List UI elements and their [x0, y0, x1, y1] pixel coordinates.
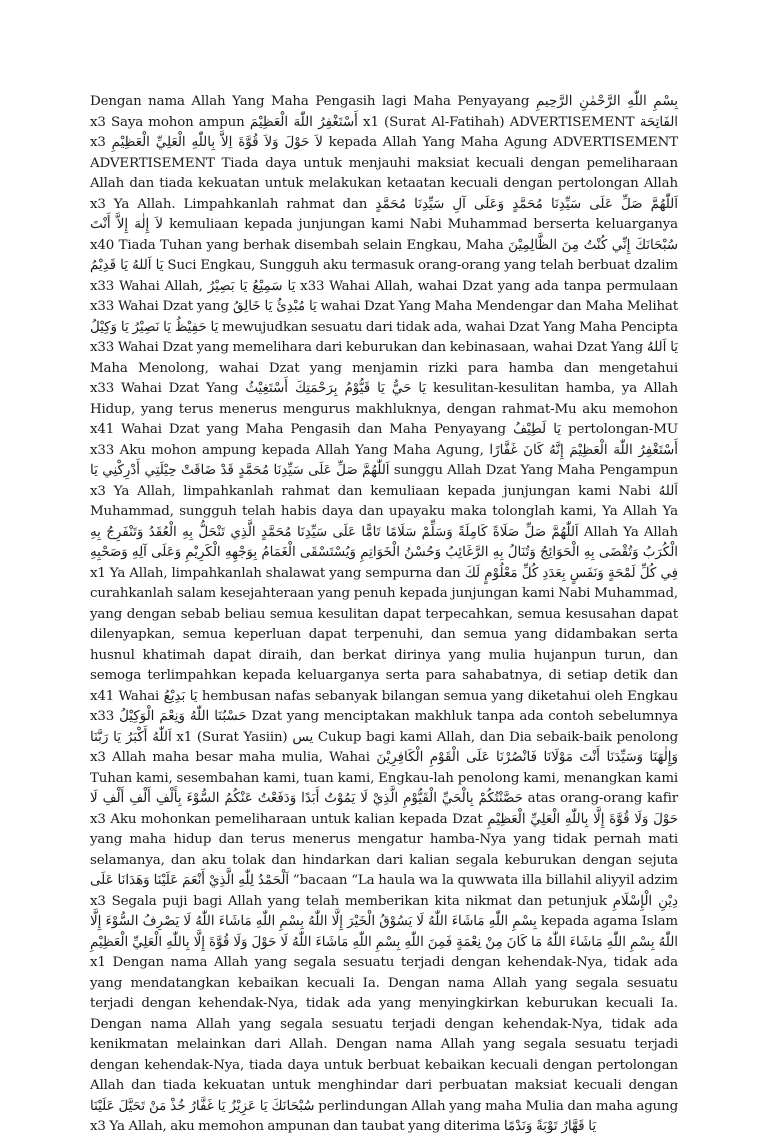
prayer-text-paragraph	[90, 92, 678, 1138]
document-page	[90, 92, 679, 1134]
prayer-text: بِسْمِ اللّٰهِ الرَّحْمٰنِ الرَّحِيمِ Dengan nama Allah Yang Maha Pengasih lagi Maha Penyayang الفَاتِحَة x1 (Surat Al-Fatihah) ADVERTISEMENT أَسْتَغْفِرُ اللّٰهَ الْعَظِيْمَ x3 Saya mohon ampun kepada Allah Yang Maha Agung ADVERTISEMENT لاَ حَوْلَ وَلاَ قُوَّةَ اِلاَّ بِاللّٰهِ الْعَلِيِّ الْعَظِيْمِ x3 ADVERTISEMENT Tiada daya untuk menjauhi maksiat kecuali dengan pemeliharaan Allah dan tiada kekuatan untuk melakukan ketaatan kecuali dengan pertolongan Allah اَللّٰهُمَّ صَلِّ عَلَى سَيِّدِنَا مُحَمَّدٍ وَعَلَى آلِ سَيِّدِنَا مُحَمَّدٍ x3 Ya Allah. Limpahkanlah rahmat dan kemuliaan kepada junjungan kami Nabi Muhammad berserta keluarganya لاَ إِلٰهَ إِلاَّ أَنْتَ سُبْحَانَكَ إِنِّي كُنْتُ مِنَ الظَّالِمِيْنَ x40 Tiada Tuhan yang berhak disembah selain Engkau, Maha Suci Engkau, Sungguh aku termasuk orang-orang yang telah berbuat dzalim يَا اَللهُ يَا قَدِيْمُ x33 Wahai Allah, wahai Dzat yang ada tanpa permulaan يَا سَمِيْعُ يَا بَصِيْرُ x33 Wahai Allah, wahai Dzat Yang Maha Mendengar dan Maha Melihat يَا مُبْدِئُ يَا خَالِقُ x33 Wahai Dzat yang mewujudkan sesuatu dari tidak ada, wahai Dzat Yang Maha Pencipta يَا حَفِيْظُ يَا نَصِيْرُ يَا وَكِيْلُ يَا اَللهُ x33 Wahai Dzat yang memelihara dari keburukan dan kebinasaan, wahai Dzat Yang Maha Menolong, wahai Dzat yang menjamin rizki para hamba dan mengetahui kesulitan-kesulitan hamba, ya Allah يَا حَيُّ يَا قَيُّوْمُ بِرَحْمَتِكَ أَسْتَغِيْثُ x33 Wahai Dzat Yang Hidup, yang terus menerus mengurus makhluknya, dengan rahmat-Mu aku memohon pertolongan-MU يَا لَطِيْفُ x41 Wahai Dzat yang Maha Pengasih dan Maha Penyayang أَسْتَغْفِرُ اللّٰهَ الْعَظِيْمَ إِنَّهُ كَانَ غَفَّارًا x33 Aku mohon ampung kepada Allah Yang Maha Agung, sunggu Allah Dzat Yang Maha Pengampun اَللّٰهُمَّ صَلِّ عَلَى سَيِّدِنَا مُحَمَّدٍ قَدْ ضَاقَتْ حِيْلَتِي أَدْرِكْنِي يَا اَللهُ x3 Ya Allah, limpahkanlah rahmat dan kemuliaan kepada junjungan kami Nabi Muhammad, sungguh telah habis daya dan upayaku maka tolonglah kami, Ya Allah Ya Allah Ya Allah اَللّٰهُمَّ صَلِّ صَلَاةً كَامِلَةً وَسَلِّمْ سَلَامًا تَامًّا عَلَى سَيِّدِنَا مُحَمَّدٍ الَّذِي تَنْحَلُّ بِهِ الْعُقَدُ وَتَنْفَرِجُ بِهِ الْكُرَبُ وَتُقْضَى بِهِ الْحَوَائِجُ وَتُنَالُ بِهِ الرَّغَائِبُ وَحُسْنُ الْخَوَاتِمِ وَيُسْتَسْقَى الْغَمَامُ بِوَجْهِهِ الْكَرِيْمِ وَعَلَى آلِهِ وَصَحْبِهِ فِي كُلِّ لَمْحَةٍ وَنَفَسٍ بِعَدَدِ كُلِّ مَعْلُوْمٍ لَكَ x1 Ya Allah, limpahkanlah shalawat yang sempurna dan curahkanlah salam kesejahteraan yang penuh kepada junjungan kami Nabi Muhammad, yang dengan sebab beliau semua kesulitan dapat terpecahkan, semua kesusahan dapat dilenyapkan, semua keperluan dapat terpenuhi, dan semua yang didambakan serta husnul khatimah dapat diraih, dan berkat dirinya yang mulia hujanpun turun, dan semoga terlimpahkan kepada keluarganya serta para sahabatnya, di setiap detik dan hembusan nafas sebanyak bilangan semua yang diketahui oleh Engkau يَا بَدِيْعُ x41 Wahai Dzat yang menciptakan makhluk tanpa ada contoh sebelumnya حَسْبُنَا اللّٰهُ وَنِعْمَ الْوَكِيْلُ x33 Cukup bagi kami Allah, dan Dia sebaik-baik penolong يس x1 (Surat Yasiin) اَللّٰهُ أَكْبَرُ يَا رَبَّنَا وَإِلٰهَنَا وَسَيِّدَنَا أَنْتَ مَوْلَانَا فَانْصُرْنَا عَلَى الْقَوْمِ الْكَافِرِيْنَ x3 Allah maha besar maha mulia, Wahai Tuhan kami, sesembahan kami, tuan kami, Engkau-lah penolong kami, menangkan kami atas orang-orang kafir حَصَّنْتُكُمْ بِالْحَيِّ الْقَيُّوْمِ الَّذِيْ لَا يَمُوْتُ أَبَدًا وَدَفَعْتُ عَنْكُمُ السُّوْءَ بِأَلْفِ أَلْفِ أَلْفِ لَا حَوْلَ وَلَا قُوَّةَ إِلَّا بِاللّٰهِ الْعَلِيِّ الْعَظِيْمِ x3 Aku mohonkan pemeliharaan untuk kalian kepada Dzat yang maha hidup dan terus menerus mengatur hamba-Nya yang tidak pernah mati selamanya, dan aku tolak dan hindarkan dari kalian segala keburukan dengan sejuta bacaan “La haula wa la quwwata illa billahil aliyyil adzim” اَلْحَمْدُ لِلّٰهِ الَّذِيْ أَنْعَمَ عَلَيْنَا وَهَدَانَا عَلَى دِيْنِ الْإِسْلَامِ x3 Segala puji bagi Allah yang telah memberikan kita nikmat dan petunjuk kepada agama Islam بِسْمِ اللّٰهِ مَاشَاءَ اللّٰهُ لَا يَسُوْقُ الْخَيْرَ إِلَّا اللّٰهُ بِسْمِ اللّٰهِ مَاشَاءَ اللّٰهُ لَا يَصْرِفُ السُّوْءَ إِلَّا اللّٰهُ بِسْمِ اللّٰهِ مَاشَاءَ اللّٰهُ مَا كَانَ مِنْ نِعْمَةٍ فَمِنَ اللّٰهِ بِسْمِ اللّٰهِ مَاشَاءَ اللّٰهُ لَا حَوْلَ وَلَا قُوَّةَ إِلَّا بِاللّٰهِ الْعَلِيِّ الْعَظِيْمِ x1 Dengan nama Allah yang segala sesuatu terjadi dengan kehendak-Nya, tidak ada yang mendatangkan kebaikan kecuali Ia. Dengan nama Allah yang segala sesuatu terjadi dengan kehendak-Nya, tidak ada yang menyingkirkan keburukan kecuali Ia. Dengan nama Allah yang segala sesuatu terjadi dengan kehendak-Nya, tidak ada kenikmatan melainkan dari Allah. Dengan nama Allah yang segala sesuatu terjadi dengan kehendak-Nya, tiada daya untuk berbuat kebaikan kecuali dengan pertolongan Allah dan tiada kekuatan untuk menghindar dari perbuatan maksiat kecuali dengan perlindungan Allah yang maha Mulia dan maha agung سُبْحَانَكَ يَا عَزِيْزُ يَا غَفَّارُ خُذْ مَنْ تَحَيَّلَ عَلَيْنَا يَا قَهَّارُ تَوْبَةً وَنَدْمًا x3 Ya Allah, aku memohon ampunan dan taubat yang diterima	[90, 94, 679, 1134]
